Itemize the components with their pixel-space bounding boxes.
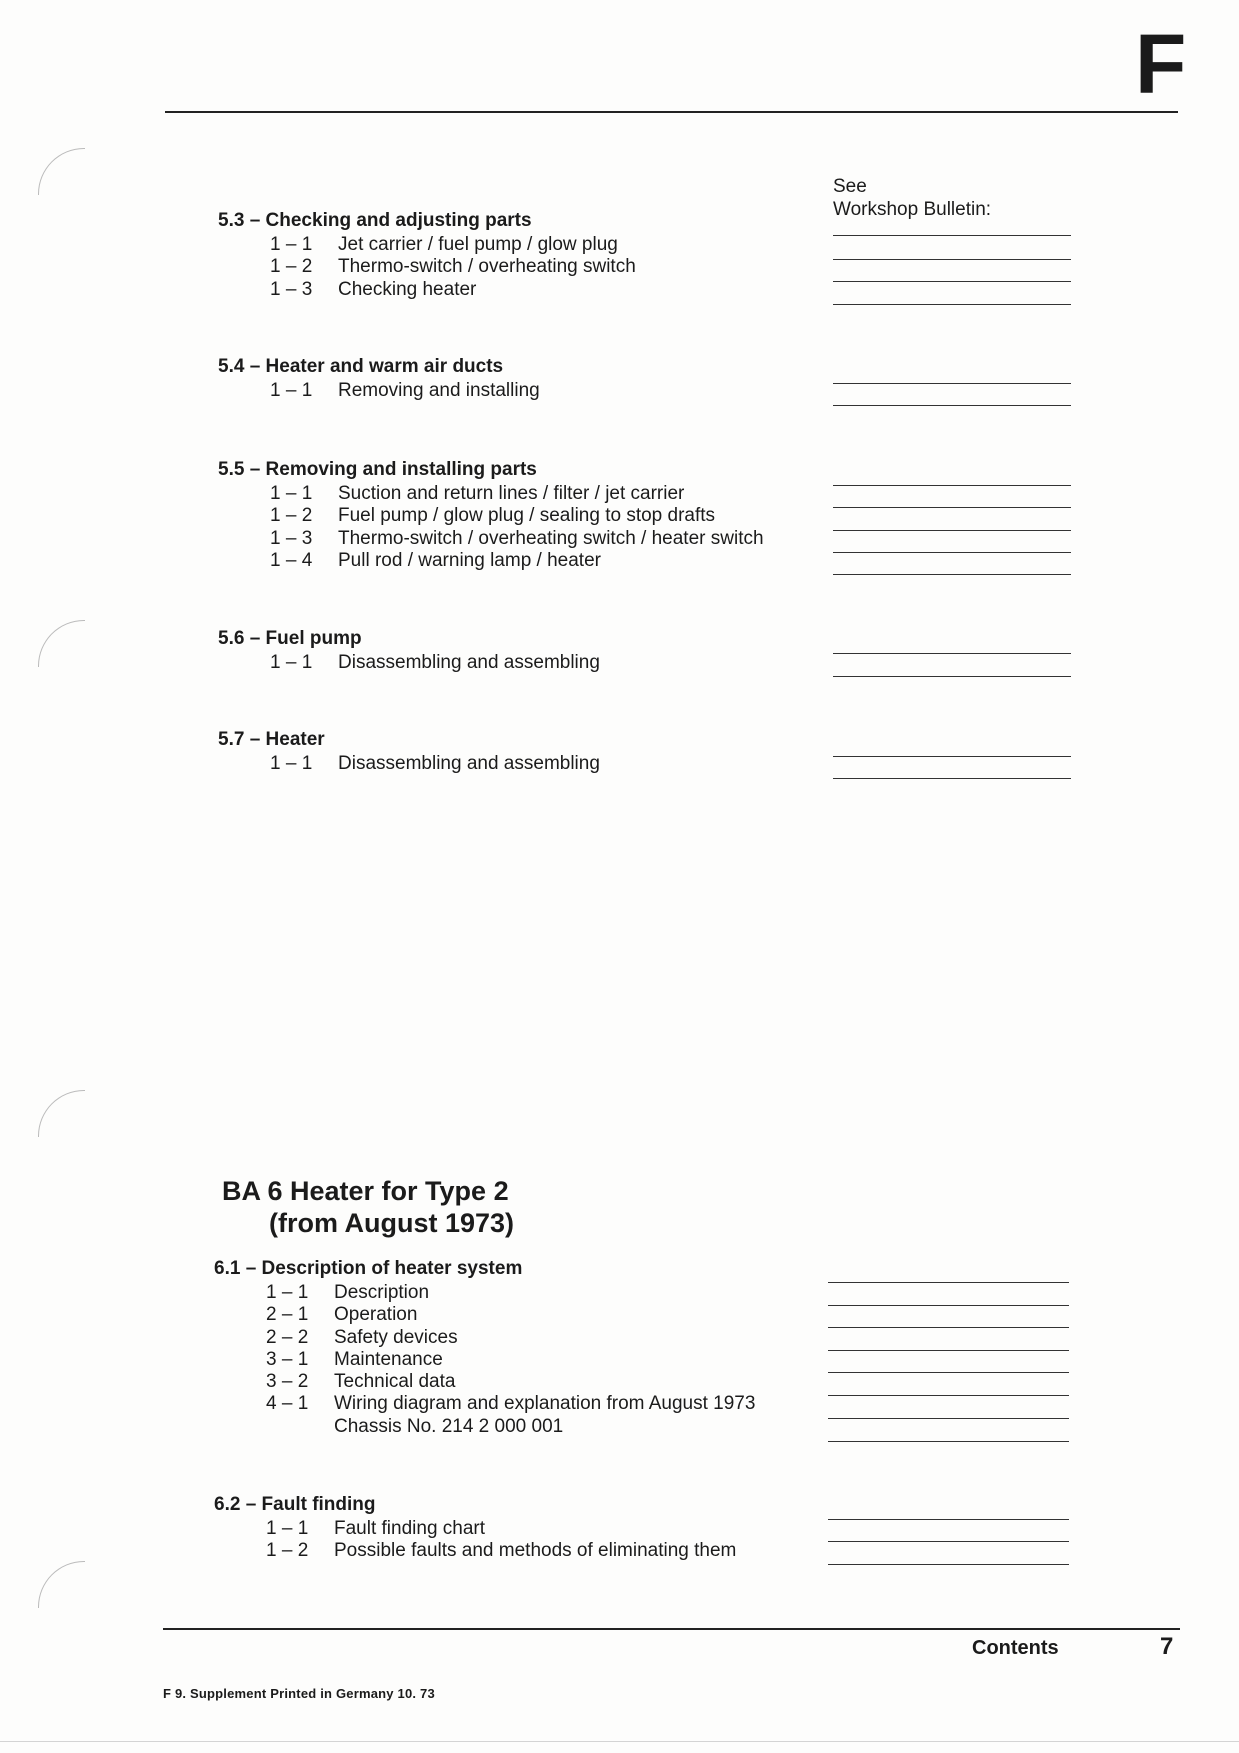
row-number: 2 – 1 (266, 1304, 309, 1326)
row-number: 1 – 4 (270, 549, 313, 571)
bulletin-header-line: See (833, 176, 867, 197)
bulletin-blank-line (828, 1282, 1069, 1283)
bulletin-blank-line (833, 552, 1071, 553)
bulletin-blank-line (828, 1350, 1069, 1351)
print-note: F 9. Supplement Printed in Germany 10. 73 (163, 1686, 435, 1701)
punch-hole-mark (38, 1561, 85, 1608)
row-number (214, 1416, 334, 1438)
section-title: 5.3 – Checking and adjusting parts (218, 210, 532, 231)
row-number: 1 – 1 (270, 483, 313, 504)
contents-row (214, 1304, 755, 1326)
contents-section (214, 1491, 736, 1563)
contents-row (214, 1371, 755, 1393)
section-title: 6.2 – Fault finding (214, 1494, 376, 1515)
contents-row (218, 652, 600, 674)
punch-hole-mark (38, 620, 85, 667)
row-text: Disassembling and assembling (338, 753, 600, 774)
section-title: 5.4 – Heater and warm air ducts (218, 356, 504, 377)
scan-edge-line (0, 1741, 1239, 1742)
chapter-heading-line: BA 6 Heater for Type 2 (222, 1176, 509, 1206)
contents-row (214, 1393, 755, 1415)
bulletin-blank-line (833, 259, 1071, 260)
row-text: Possible faults and methods of eliminating them (334, 1540, 737, 1562)
contents-row (214, 1349, 755, 1371)
contents-row (214, 1518, 736, 1540)
bulletin-blank-line (833, 653, 1071, 654)
bulletin-blank-line (833, 676, 1071, 677)
row-text: Fuel pump / glow plug / sealing to stop drafts (338, 505, 716, 527)
bulletin-blank-line (828, 1519, 1069, 1520)
bulletin-blank-line (833, 756, 1071, 757)
row-number: 1 – 1 (266, 1518, 309, 1539)
row-number: 1 – 2 (270, 256, 313, 278)
bulletin-blank-line (828, 1305, 1069, 1306)
row-number: 3 – 2 (266, 1371, 309, 1393)
row-text: Jet carrier / fuel pump / glow plug (338, 234, 618, 255)
header-rule (165, 111, 1178, 113)
section-title: 5.5 – Removing and installing parts (218, 459, 537, 480)
row-text: Description (334, 1282, 430, 1303)
contents-row (218, 380, 540, 402)
contents-section (218, 207, 636, 301)
row-text: Maintenance (334, 1348, 443, 1370)
contents-section (214, 1255, 755, 1438)
row-number: 1 – 1 (270, 380, 313, 401)
row-text: Thermo-switch / overheating switch (338, 256, 636, 278)
bulletin-blank-line (828, 1441, 1069, 1442)
contents-section (218, 625, 600, 674)
section-title: 6.1 – Description of heater system (214, 1258, 523, 1279)
row-text: Disassembling and assembling (338, 652, 600, 673)
row-number: 1 – 2 (270, 505, 313, 527)
row-text: Chassis No. 214 2 000 001 (334, 1415, 564, 1437)
contents-section (218, 726, 600, 775)
row-text: Pull rod / warning lamp / heater (338, 549, 601, 571)
row-number: 1 – 1 (266, 1282, 309, 1303)
contents-row (218, 753, 600, 775)
bulletin-blank-line (833, 304, 1071, 305)
section-title: 5.7 – Heater (218, 729, 325, 750)
row-text: Fault finding chart (334, 1518, 486, 1539)
bulletin-header-line: Workshop Bulletin: (833, 199, 992, 220)
row-number: 1 – 3 (270, 527, 313, 549)
row-number: 1 – 1 (270, 652, 313, 673)
row-text: Suction and return lines / filter / jet carrier (338, 483, 685, 504)
page-number: 7 (1160, 1633, 1174, 1660)
punch-hole-mark (38, 148, 85, 195)
row-text: Operation (334, 1304, 418, 1326)
bulletin-blank-line (828, 1418, 1069, 1419)
bulletin-blank-line (828, 1372, 1069, 1373)
bulletin-blank-line (833, 778, 1071, 779)
row-text: Checking heater (338, 278, 477, 300)
row-text: Technical data (334, 1371, 456, 1393)
footer-rule (163, 1628, 1180, 1630)
bulletin-blank-line (833, 383, 1071, 384)
row-text: Thermo-switch / overheating switch / heater switch (338, 527, 764, 549)
bulletin-blank-line (828, 1564, 1069, 1565)
row-text: Wiring diagram and explanation from August 1973 (334, 1393, 756, 1415)
row-number: 2 – 2 (266, 1326, 309, 1348)
bulletin-blank-line (828, 1327, 1069, 1328)
contents-row (218, 550, 764, 572)
contents-section (218, 456, 764, 572)
punch-hole-mark (38, 1090, 85, 1137)
chapter-heading-line: (from August 1973) (269, 1208, 515, 1238)
contents-row (218, 279, 636, 301)
bulletin-blank-line (833, 235, 1071, 236)
bulletin-blank-line (828, 1541, 1069, 1542)
row-text: Removing and installing (338, 380, 540, 401)
bulletin-blank-line (833, 281, 1071, 282)
contents-row (218, 234, 636, 256)
contents-row (214, 1282, 755, 1304)
bulletin-blank-line (833, 485, 1071, 486)
contents-row (218, 256, 636, 278)
bulletin-blank-line (828, 1395, 1069, 1396)
row-text: Safety devices (334, 1326, 458, 1348)
workshop-bulletin-header (833, 175, 991, 221)
footer-label: Contents (972, 1637, 1059, 1659)
section-title: 5.6 – Fuel pump (218, 628, 362, 649)
bulletin-blank-line (833, 530, 1071, 531)
row-number: 1 – 1 (270, 753, 313, 774)
bulletin-blank-line (833, 405, 1071, 406)
row-number: 3 – 1 (266, 1348, 309, 1370)
contents-row (218, 483, 764, 505)
row-number: 1 – 3 (270, 278, 313, 300)
contents-row (214, 1416, 755, 1438)
row-number: 1 – 2 (266, 1540, 309, 1562)
bulletin-blank-line (833, 574, 1071, 575)
contents-section (218, 353, 540, 402)
contents-row (214, 1327, 755, 1349)
contents-row (214, 1540, 736, 1562)
row-number: 1 – 1 (270, 234, 313, 255)
chapter-heading (222, 1175, 514, 1239)
section-letter: F (1135, 17, 1187, 111)
contents-row (218, 528, 764, 550)
row-number: 4 – 1 (266, 1393, 309, 1415)
bulletin-blank-line (833, 507, 1071, 508)
contents-row (218, 505, 764, 527)
